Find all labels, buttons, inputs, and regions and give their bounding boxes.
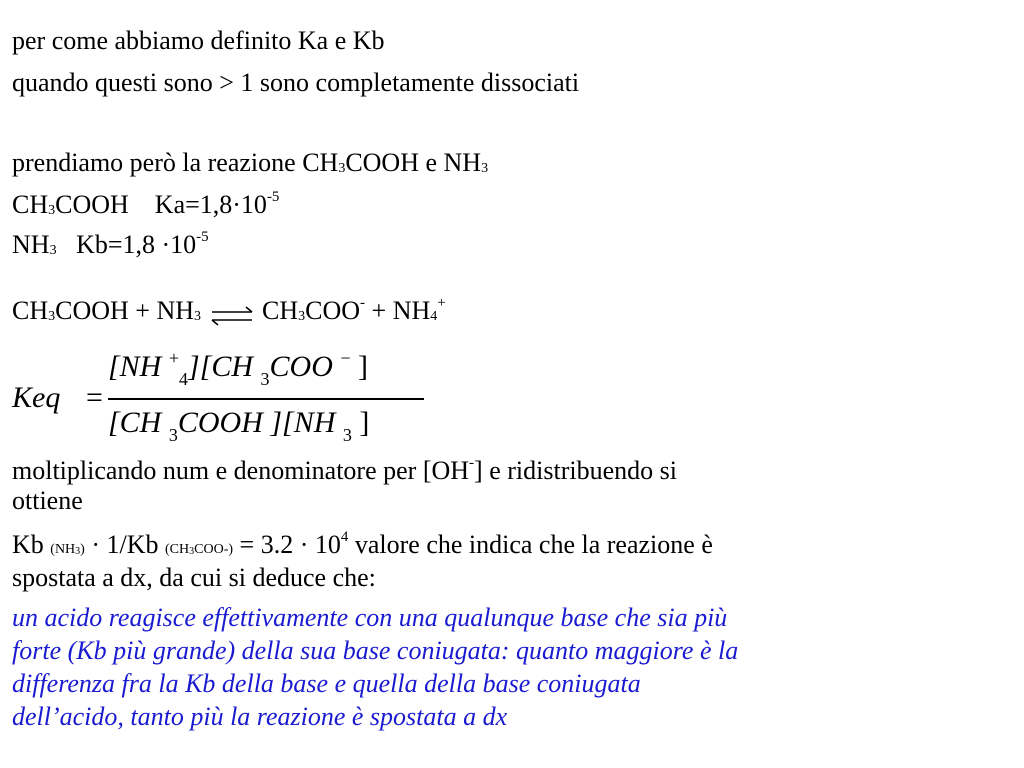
keq-numerator: [NH +$_4$][CH $_3$COO − ]	[108, 348, 369, 389]
multiply-paragraph-line-1: moltiplicando num e denominatore per [OH-] e ridistribuendo si	[12, 455, 677, 485]
keq-label: Keq	[12, 381, 61, 414]
ka-line: CH3COOH $Ka=1,8\cdot 10^{-5}$	[12, 189, 280, 219]
kb-ratio-line: Kb (NH3) · 1/Kb $(CH3COO-) = 3.2 \cdot 10^4$ valore che indica che la reazione è	[12, 529, 713, 559]
kb-line: NH3 $Kb=1,8 \cdot 10^{-5}$	[12, 229, 209, 259]
keq-expression	[12, 348, 432, 448]
reaction-intro-line: prendiamo però la reazione CH3COOH e NH3	[12, 148, 489, 177]
conclusion-line-1: un acido reagisce effettivamente con una qualunque base che sia più	[12, 603, 728, 632]
kb-ratio-line-2: spostata a dx, da cui si deduce che:	[12, 563, 376, 592]
intro-line-2: quando questi sono > 1 sono completamente dissociati	[12, 68, 580, 97]
multiply-paragraph-line-2: ottiene	[12, 486, 83, 515]
conclusion-line-3: differenza fra la Kb della base e quella della base coniugata	[12, 669, 641, 698]
conclusion-line-4: dell’acido, tanto più la reazione è spostata a dx	[12, 702, 508, 731]
equilibrium-arrows-icon	[208, 303, 256, 323]
reaction-equation: CH3COOH + NH3 CH3COO- + NH4+	[12, 295, 446, 325]
keq-equals: =	[86, 381, 103, 414]
fraction-bar	[108, 398, 424, 400]
keq-denominator: [CH $_3$COOH ][NH $_3$ ]	[108, 406, 370, 445]
intro-line-1: per come abbiamo definito Ka e Kb	[12, 26, 385, 55]
conclusion-line-2: forte (Kb più grande) della sua base coniugata: quanto maggiore è la	[12, 636, 739, 665]
